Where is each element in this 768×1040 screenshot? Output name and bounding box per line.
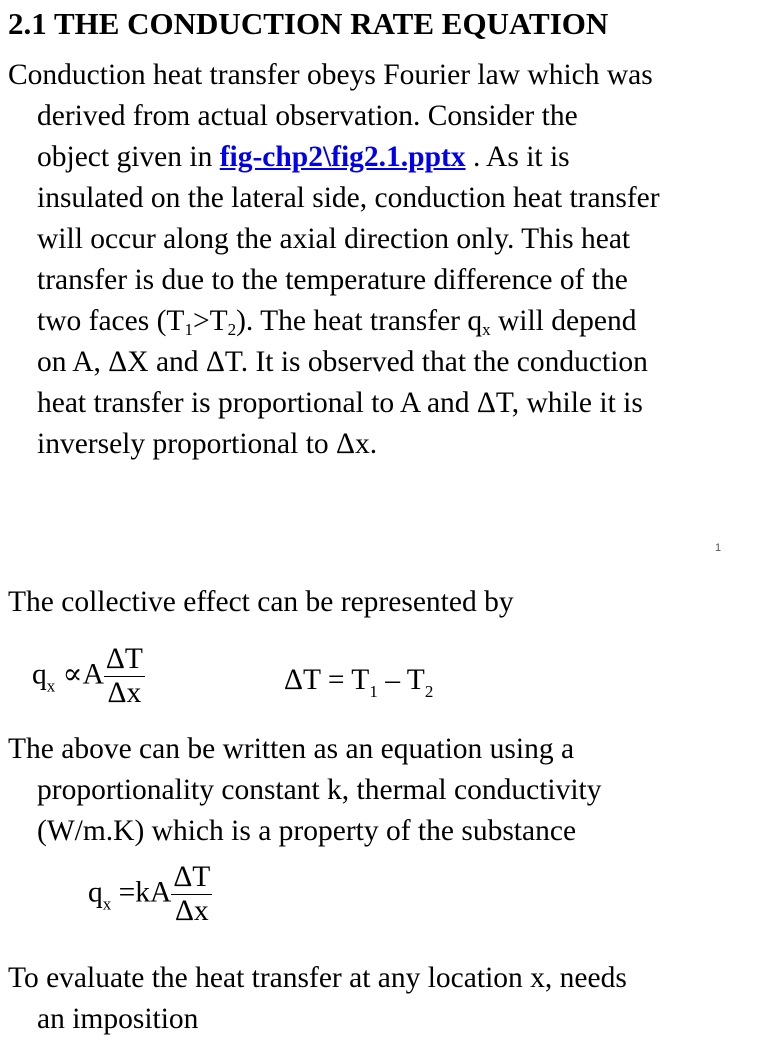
intro-paragraph bbox=[8, 55, 760, 465]
fourier-law-equation: $q_x =kA$ $\frac{\Delta T}{\Delta x}$ bbox=[88, 861, 211, 927]
equation-explanation bbox=[8, 729, 760, 852]
collective-effect-text: The collective effect can be represented by bbox=[8, 586, 514, 618]
text-line: heat transfer is proportional to A and ΔT, while it is bbox=[37, 387, 643, 419]
text-line: derived from actual observation. Consider the bbox=[37, 100, 578, 132]
text-line: proportionality constant k, thermal conductivity bbox=[37, 774, 602, 806]
text-line: two faces $(T_1>T_2)$. The heat transfer $q_x$ will depend bbox=[37, 305, 637, 339]
fraction: $\frac{\Delta T}{\Delta x}$ bbox=[173, 861, 211, 927]
delta-t-equation: $\Delta T = T_1 - T_2$ bbox=[284, 664, 434, 701]
figure-link[interactable]: fig-chp2\fig2.1.pptx bbox=[219, 141, 466, 173]
text-line: Conduction heat transfer obeys Fourier law which was bbox=[8, 59, 653, 91]
text-line: object given in fig-chp2\fig2.1.pptx . As it is bbox=[37, 141, 570, 173]
fraction: $\frac{\Delta T}{\Delta x}$ bbox=[105, 643, 143, 709]
text-line: To evaluate the heat transfer at any location x, needs bbox=[8, 962, 627, 994]
text-line: transfer is due to the temperature difference of the bbox=[37, 264, 628, 296]
text-line: (W/m.K) which is a property of the substance bbox=[37, 815, 577, 847]
text-line: inversely proportional to Δx. bbox=[37, 428, 378, 460]
text-line: insulated on the lateral side, conduction heat transfer bbox=[37, 182, 660, 214]
section-heading: 2.1 THE CONDUCTION RATE EQUATION bbox=[8, 6, 609, 41]
evaluation-paragraph bbox=[8, 958, 760, 1040]
text-line: will occur along the axial direction only. This heat bbox=[37, 223, 631, 255]
text-line: The above can be written as an equation using a bbox=[8, 733, 575, 765]
text-line: on A, ΔX and ΔT. It is observed that the conduction bbox=[37, 346, 648, 378]
page-number: 1 bbox=[715, 542, 722, 554]
text-line: an imposition bbox=[37, 1003, 199, 1035]
proportionality-equation: $q_x \propto A$ $\frac{\Delta T}{\Delta x}$ bbox=[32, 643, 143, 709]
